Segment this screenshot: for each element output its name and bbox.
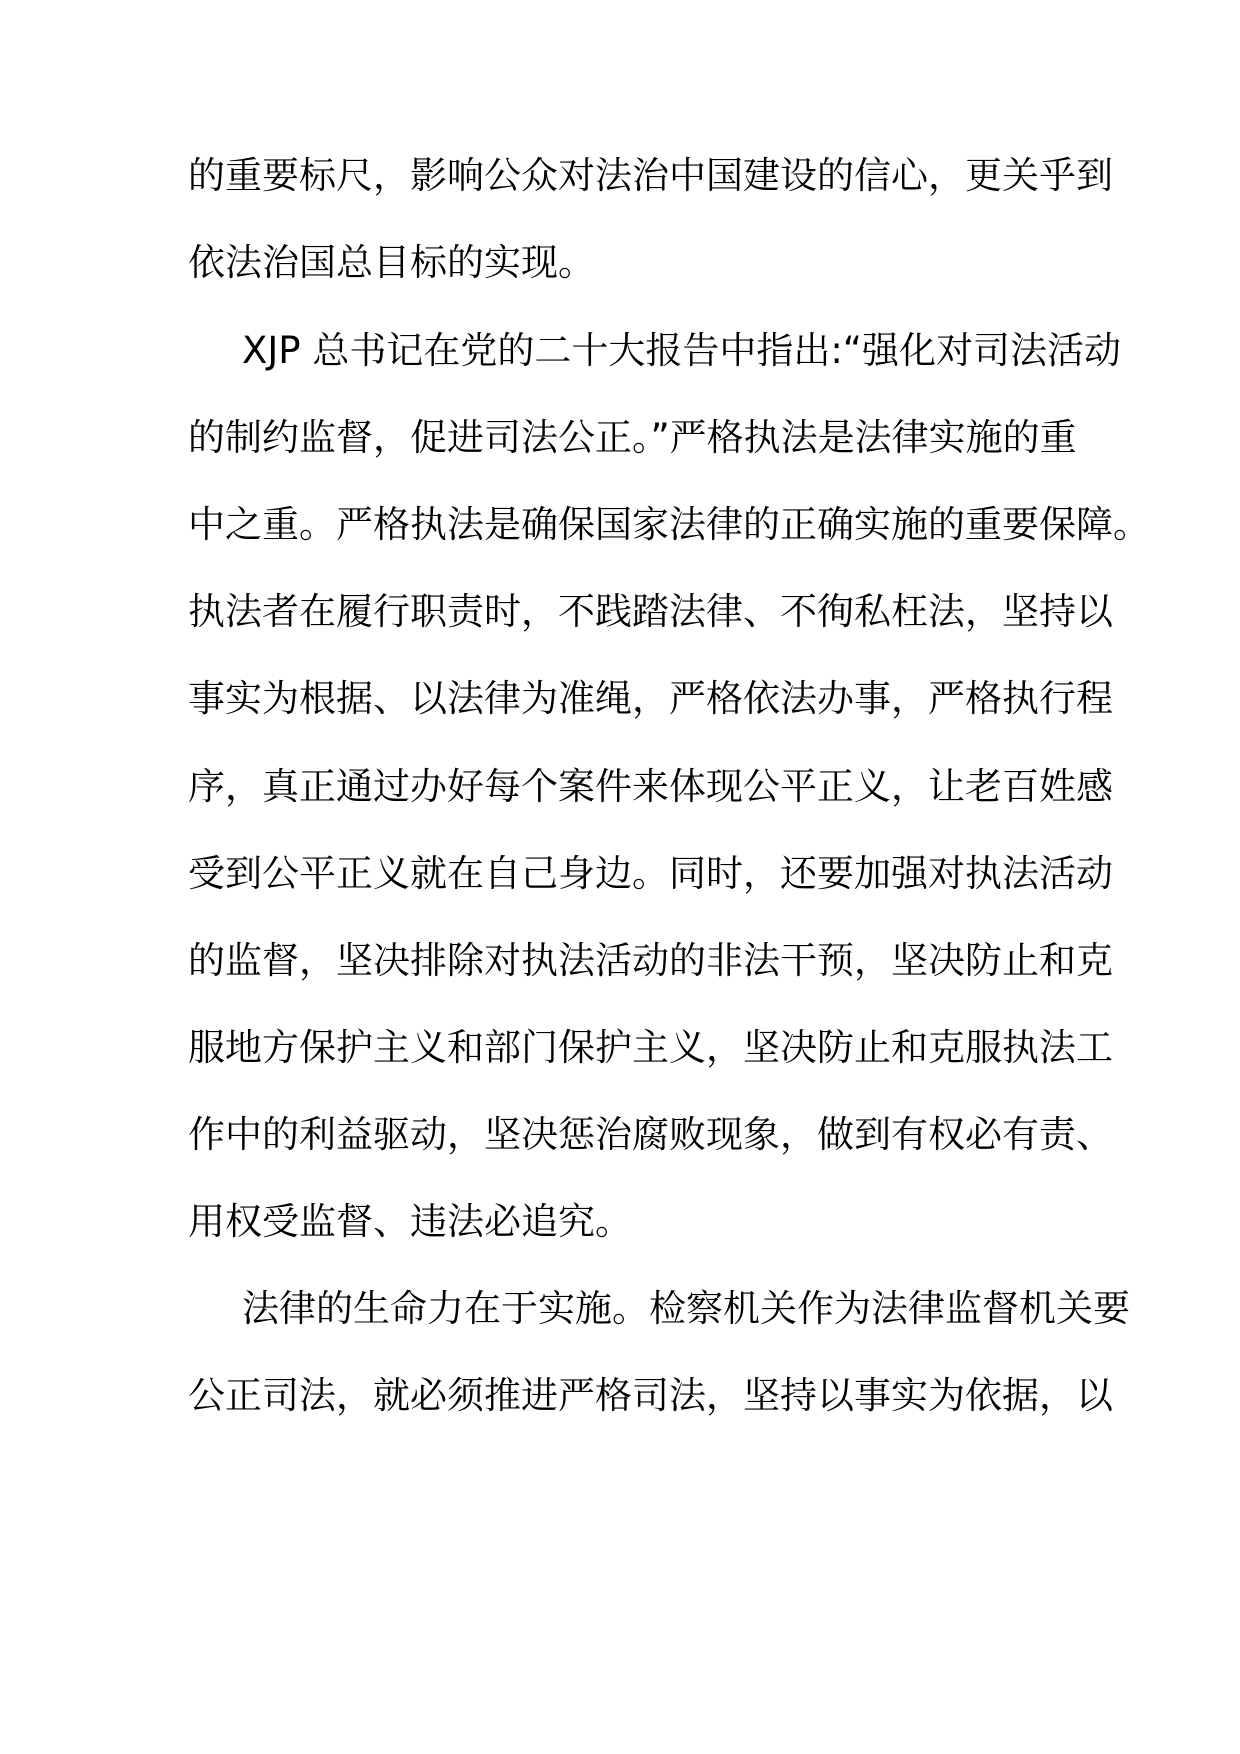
text-line: 的重要标尺，影响公众对法治中国建设的信心，更关乎到 — [188, 154, 1113, 197]
text-line: 公正司法，就必须推进严格司法，坚持以事实为依据，以 — [188, 1374, 1113, 1417]
text-line: 中之重。严格执法是确保国家法律的正确实施的重要保障。 — [188, 503, 1150, 546]
text-line: 执法者在履行职责时，不践踏法律、不徇私枉法，坚持以 — [188, 590, 1113, 633]
text-line: 用权受监督、违法必追究。 — [188, 1200, 632, 1243]
text-line: 的监督，坚决排除对执法活动的非法干预，坚决防止和克 — [188, 939, 1113, 982]
text-line: 受到公平正义就在自己身边。同时，还要加强对执法活动 — [188, 852, 1113, 895]
text-line: 事实为根据、以法律为准绳，严格依法办事，严格执行程 — [188, 677, 1113, 720]
text-line: 序，真正通过办好每个案件来体现公平正义，让老百姓感 — [188, 765, 1113, 808]
text-line: 依法治国总目标的实现。 — [188, 241, 595, 284]
text-line: 服地方保护主义和部门保护主义，坚决防止和克服执法工 — [188, 1026, 1113, 1069]
text-line: 作中的利益驱动，坚决惩治腐败现象，做到有权必有责、 — [188, 1113, 1113, 1156]
paragraph-start-line: 法律的生命力在于实施。检察机关作为法律监督机关要 — [242, 1287, 1130, 1330]
text-line: 的制约监督，促进司法公正。”严格执法是法律实施的重 — [188, 416, 1077, 459]
paragraph-start-line: XJP 总书记在党的二十大报告中指出:“强化对司法活动 — [242, 329, 1121, 372]
